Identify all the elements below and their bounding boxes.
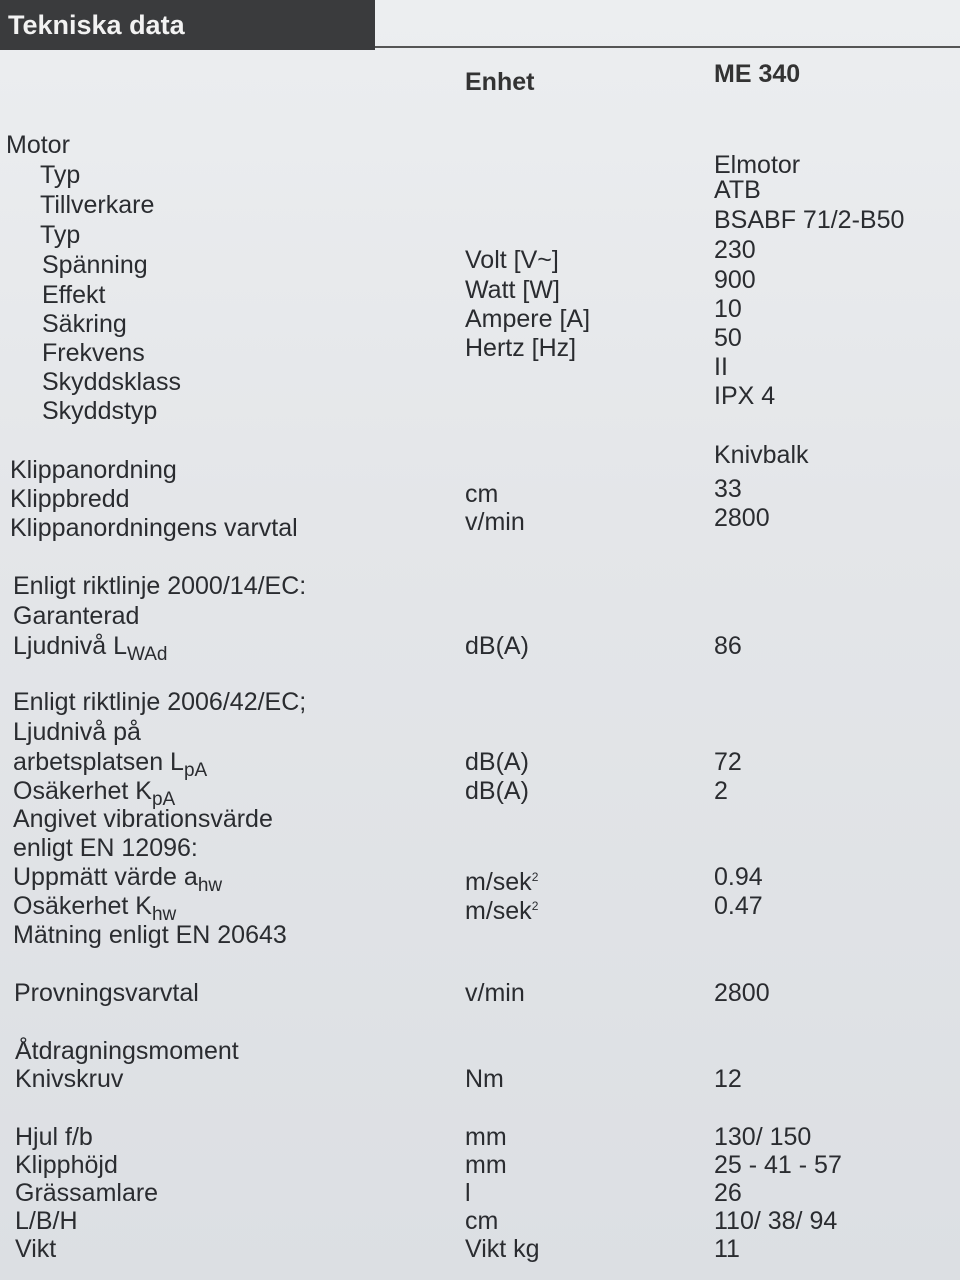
- spec-label: Uppmätt värde $a_{hw}$: [13, 863, 223, 896]
- spec-unit: dB(A): [465, 777, 529, 805]
- spec-row: [0, 601, 960, 631]
- spec-unit: Hertz [Hz]: [465, 334, 577, 362]
- spec-value: 110/ 38/ 94: [714, 1207, 838, 1235]
- spec-row: [0, 978, 960, 1008]
- spec-unit: Watt [W]: [465, 276, 560, 304]
- spec-label-subscript: hw: [151, 904, 177, 925]
- spec-row: [0, 687, 960, 717]
- spec-value: BSABF 71/2-B50: [714, 206, 905, 234]
- spec-label: Frekvens: [42, 339, 145, 367]
- spec-row: [0, 747, 960, 781]
- spec-label: Effekt: [42, 281, 106, 309]
- spec-label: Motor: [6, 131, 70, 159]
- spec-unit-superscript: 2: [531, 870, 539, 884]
- spec-value: 10: [714, 295, 742, 323]
- spec-row: [0, 1064, 960, 1094]
- spec-value: 130/ 150: [714, 1123, 812, 1151]
- spec-value: 0.47: [714, 892, 763, 920]
- spec-label: Garanterad: [13, 602, 140, 630]
- spec-label: Typ: [40, 161, 81, 189]
- spec-value: 11: [714, 1235, 740, 1263]
- spec-unit: v/min: [465, 508, 525, 536]
- spec-row: [0, 1122, 960, 1152]
- spec-row: [0, 571, 960, 601]
- spec-unit: m/sek$^2$: [465, 897, 539, 925]
- spec-label: Provningsvarvtal: [14, 979, 199, 1007]
- spec-value: 12: [714, 1065, 742, 1093]
- spec-unit: Vikt kg: [465, 1235, 540, 1263]
- spec-label: Klipphöjd: [15, 1151, 118, 1179]
- spec-label: Klippbredd: [10, 485, 130, 513]
- spec-value: 2800: [714, 979, 770, 1007]
- spec-label: Åtdragningsmoment: [15, 1037, 239, 1065]
- spec-unit: cm: [465, 480, 499, 508]
- spec-label: Ljudnivå på: [13, 718, 141, 746]
- spec-row: [0, 631, 960, 665]
- spec-unit-superscript: 2: [531, 899, 539, 913]
- spec-label: Tillverkare: [40, 191, 155, 219]
- spec-unit: mm: [465, 1151, 507, 1179]
- spec-label: arbetsplatsen $L_{pA}$: [13, 748, 208, 781]
- spec-unit: cm: [465, 1207, 499, 1235]
- spec-row: [0, 776, 960, 810]
- spec-unit: m/sek$^2$: [465, 868, 539, 896]
- spec-value: 26: [714, 1179, 742, 1207]
- spec-label: Osäkerhet $K_{hw}$: [13, 892, 177, 925]
- spec-row: [0, 1036, 960, 1066]
- section-title: Tekniska data: [0, 0, 375, 50]
- spec-row: [0, 130, 960, 160]
- spec-label: Grässamlare: [15, 1179, 159, 1207]
- spec-value: 900: [714, 266, 756, 294]
- spec-row: [0, 804, 960, 834]
- spec-row: [0, 717, 960, 747]
- spec-label: Skyddstyp: [42, 397, 158, 425]
- column-header-model: ME 340: [714, 60, 801, 88]
- spec-label: Knivskruv: [15, 1065, 124, 1093]
- spec-value: 2800: [714, 504, 770, 532]
- spec-unit: Ampere [A]: [465, 305, 591, 333]
- spec-unit: l: [465, 1179, 471, 1207]
- spec-unit: dB(A): [465, 748, 529, 776]
- spec-label: Typ: [40, 221, 81, 249]
- spec-label: Enligt riktlinje 2000/14/EC:: [13, 572, 307, 600]
- spec-label: Osäkerhet $K_{pA}$: [13, 777, 176, 810]
- spec-label: Vikt: [15, 1235, 57, 1263]
- spec-value: 2: [714, 777, 728, 805]
- spec-label: Skyddsklass: [42, 368, 181, 396]
- spec-label: enligt EN 12096:: [13, 834, 198, 862]
- spec-value: Knivbalk: [714, 441, 809, 469]
- spec-label: Klippanordning: [10, 456, 177, 484]
- spec-row: [0, 1150, 960, 1180]
- spec-value: 50: [714, 324, 742, 352]
- spec-row: [0, 833, 960, 863]
- spec-row: [0, 920, 960, 950]
- spec-value: Elmotor: [714, 151, 801, 179]
- spec-row: [0, 862, 960, 896]
- spec-row: [0, 1234, 960, 1264]
- spec-row: [0, 1206, 960, 1236]
- spec-unit: mm: [465, 1123, 507, 1151]
- spec-value: 72: [714, 748, 742, 776]
- spec-label: Spänning: [42, 251, 148, 279]
- spec-label: Klippanordningens varvtal: [10, 514, 298, 542]
- spec-label: L/B/H: [15, 1207, 78, 1235]
- spec-value: 86: [714, 632, 742, 660]
- spec-label: Enligt riktlinje 2006/42/EC;: [13, 688, 307, 716]
- spec-value: IPX 4: [714, 382, 776, 410]
- spec-row: [0, 504, 960, 543]
- spec-value: 230: [714, 236, 756, 264]
- spec-label: Mätning enligt EN 20643: [13, 921, 287, 949]
- spec-unit: dB(A): [465, 632, 529, 660]
- spec-value: ATB: [714, 176, 761, 204]
- spec-label: Angivet vibrationsvärde: [13, 805, 273, 833]
- spec-label-subscript: pA: [183, 760, 208, 781]
- spec-label-subscript: pA: [151, 789, 176, 810]
- spec-label: Hjul f/b: [15, 1123, 93, 1151]
- header-divider: [375, 46, 960, 48]
- spec-value: 33: [714, 475, 742, 503]
- spec-label-subscript: hw: [197, 875, 223, 896]
- column-header-unit: Enhet: [465, 68, 535, 96]
- spec-unit: Nm: [465, 1065, 504, 1093]
- spec-row: [0, 1178, 960, 1208]
- spec-label: Säkring: [42, 310, 127, 338]
- spec-unit: Volt [V~]: [465, 246, 559, 274]
- spec-row: [0, 891, 960, 925]
- spec-unit: v/min: [465, 979, 525, 1007]
- spec-value: 0.94: [714, 863, 763, 891]
- spec-row: [0, 151, 960, 190]
- spec-value: 25 - 41 - 57: [714, 1151, 842, 1179]
- spec-label: Ljudnivå $L_{WAd}$: [13, 632, 168, 665]
- spec-value: II: [714, 353, 728, 381]
- spec-label-subscript: WAd: [126, 644, 168, 665]
